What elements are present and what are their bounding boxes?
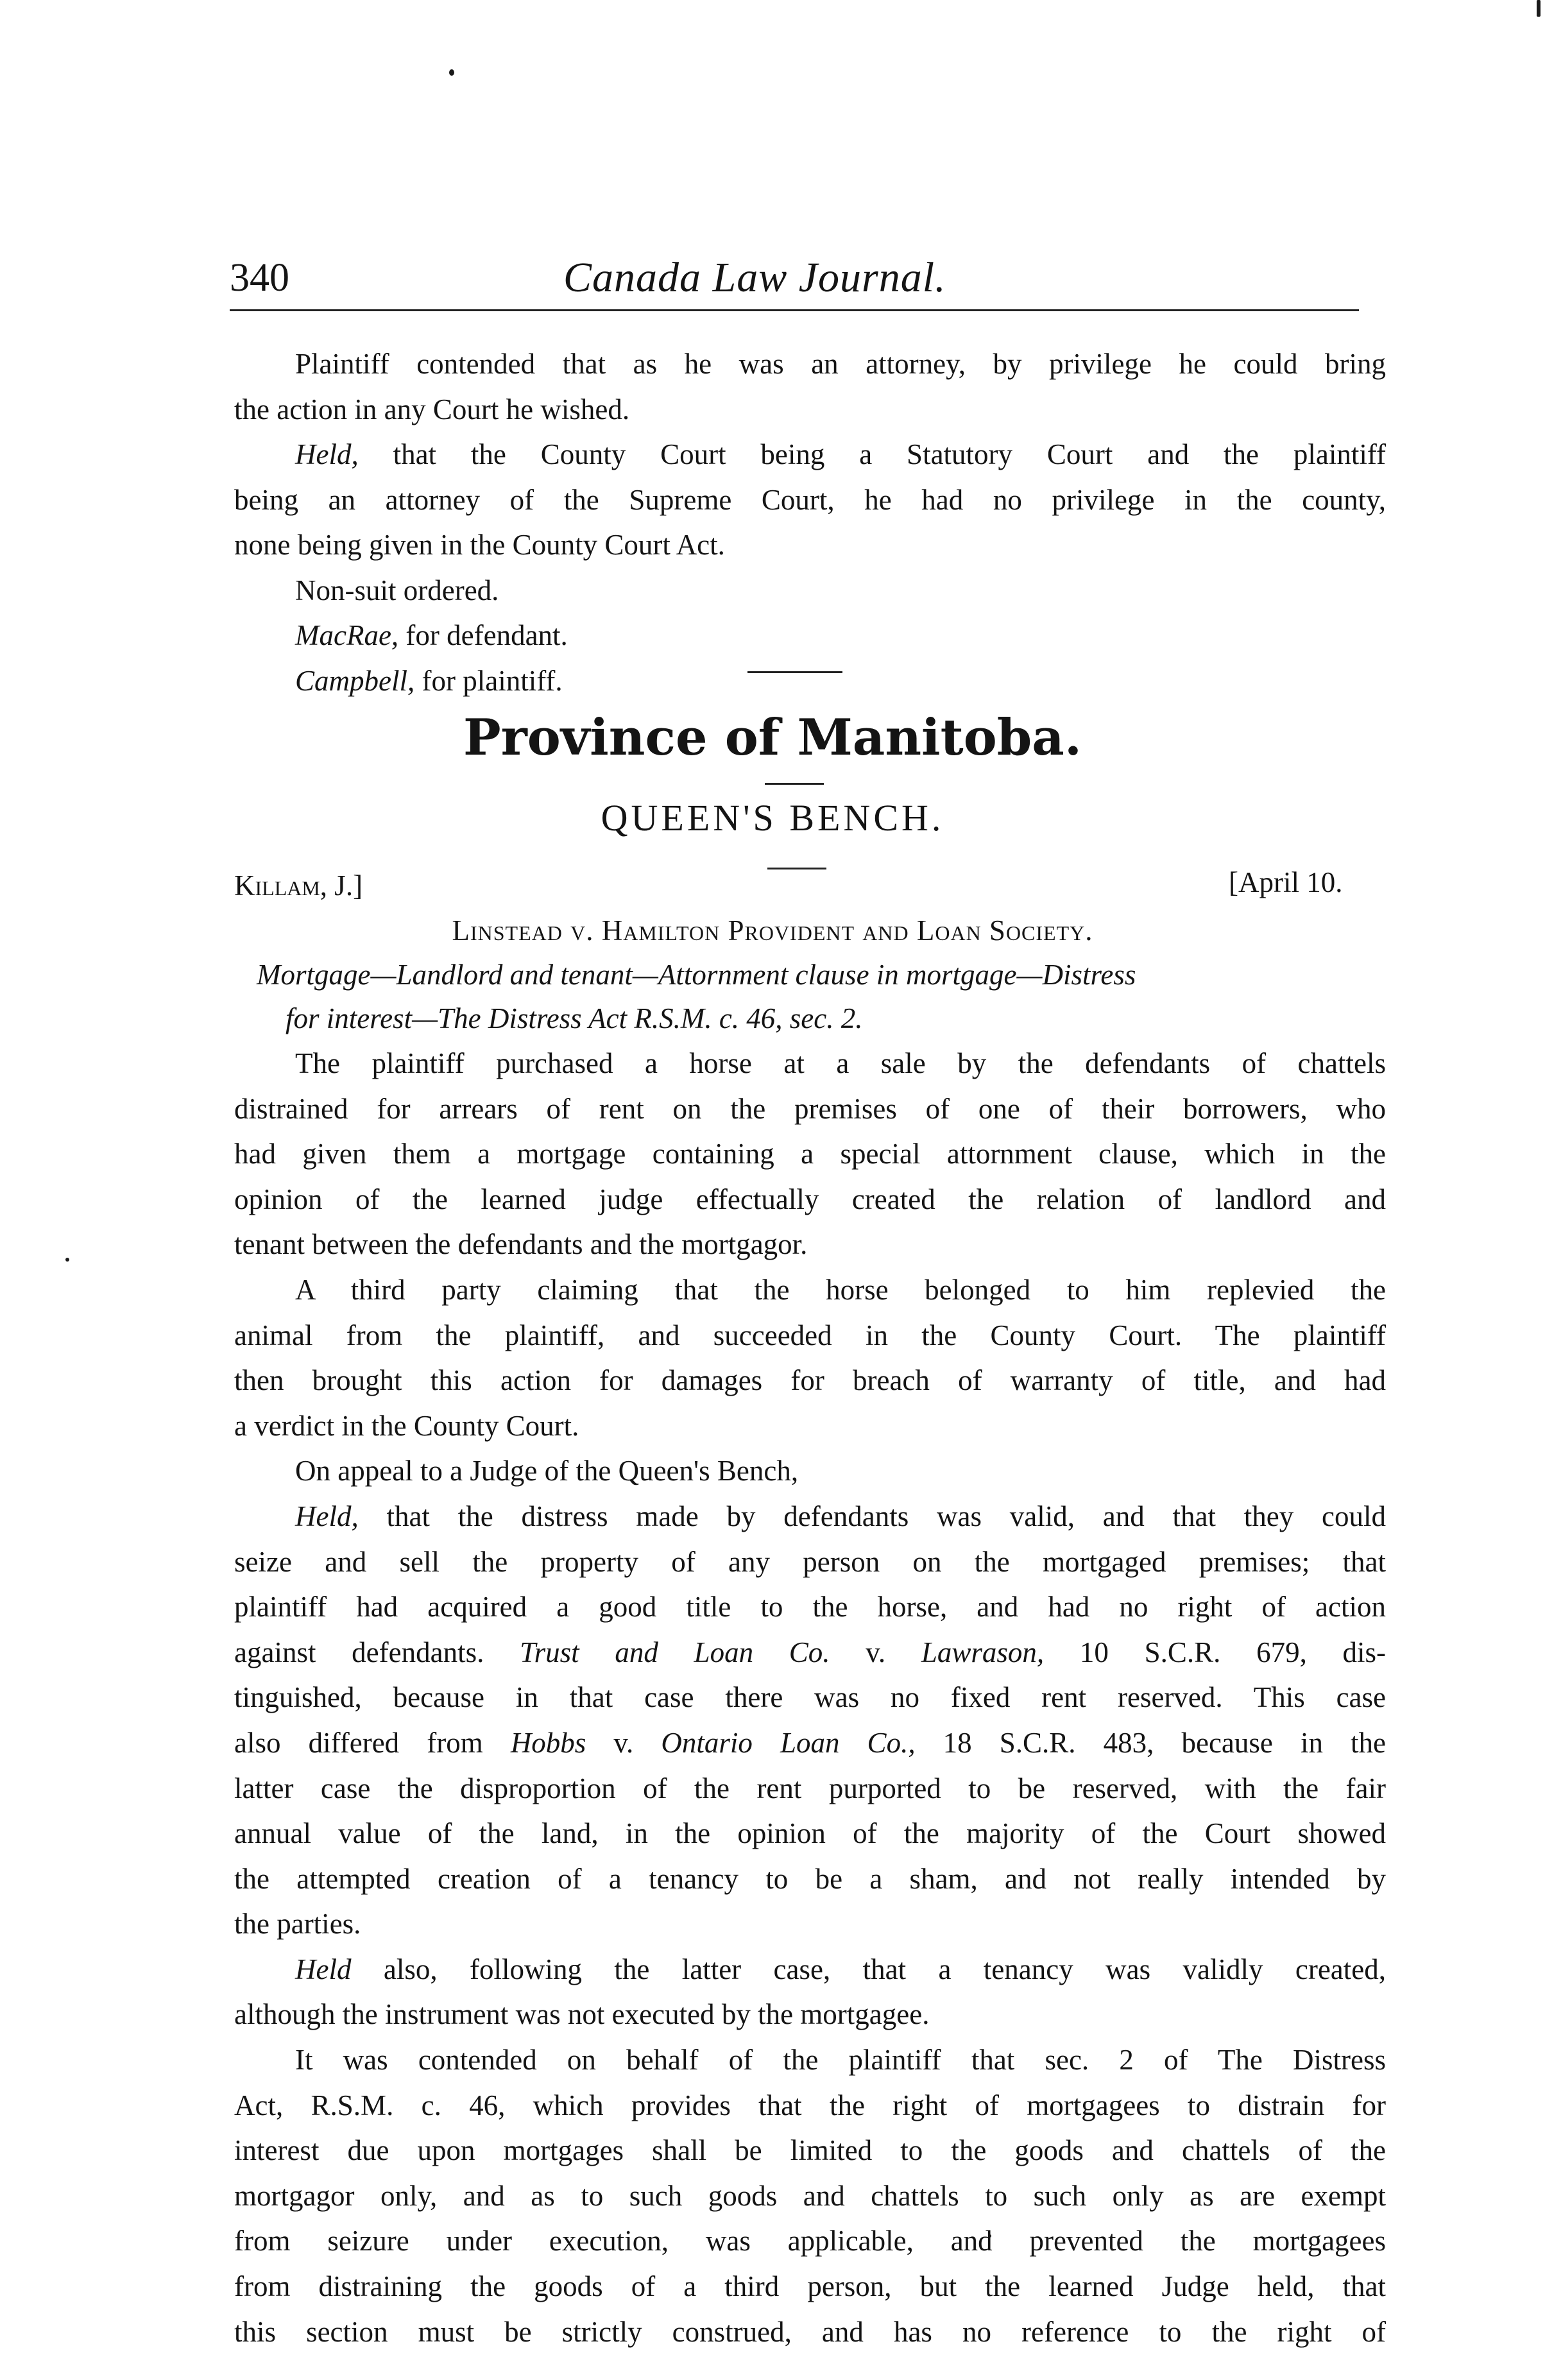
section-separator [765,783,824,785]
text-span: also, following the latter case, that a tenancy was validly created, [383,1953,1387,1985]
text-line: opinion of the learned judge effectually created the relation of landlord and [234,1183,1386,1215]
case-body [234,1041,1386,2354]
text-line: animal from the plaintiff, and succeeded in the County Court. The plaintiff [234,1319,1386,1351]
headnote-line: for interest—The Distress Act R.S.M. c. 46, sec. 2. [286,1002,863,1034]
text-span: against defendants. [234,1636,484,1668]
text-line: mortgagor only, and as to such goods and chattels to such only as are exempt [234,2179,1386,2212]
section-separator [767,868,826,869]
text-line: On appeal to a Judge of the Queen's Bench, [295,1455,799,1487]
text-line: had given them a mortgage containing a special attornment clause, which in the [234,1138,1386,1170]
text-line: latter case the disproportion of the rent purported to be reserved, with the fair [234,1772,1386,1804]
headnote [257,953,1363,1040]
text-line: then brought this action for damages for breach of warranty of title, and had [234,1364,1386,1397]
held-word: Held, [295,438,359,470]
case-title: Linstead v. Hamilton Provident and Loan Society. [452,914,1093,946]
text-line: a verdict in the County Court. [234,1409,579,1442]
text-span: 18 S.C.R. 483, because in the [943,1726,1387,1759]
case-name: Lawrason, [921,1636,1045,1668]
text-line: from distraining the goods of a third person, but the learned Judge held, that [234,2270,1386,2303]
citation-line [234,1720,1386,1766]
counsel-name: Campbell, [295,664,415,697]
text-line: this section must be strictly construed, and has no reference to the right of [234,2315,1386,2348]
text-line: plaintiff had acquired a good title to the horse, and had no right of action [234,1591,1386,1623]
citation-line [234,1630,1386,1675]
text-line: Act, R.S.M. c. 46, which provides that the right of mortgagees to distrain for [234,2089,1386,2121]
text-line: seize and sell the property of any person on the mortgaged premises; that [234,1545,1386,1578]
court-heading: QUEEN'S BENCH. [601,797,944,839]
journal-title: Canada Law Journal. [563,254,946,301]
text-line: tenant between the defendants and the mortgagor. [234,1228,808,1261]
text-line: distrained for arrears of rent on the premises of one of their borrowers, who [234,1092,1386,1125]
text-line: although the instrument was not executed by the mortgagee. [234,1998,930,2031]
text-line: none being given in the County Court Act. [234,529,725,561]
text-span: v. [866,1636,886,1668]
held-line [234,1494,1386,1539]
case-name: Trust and Loan Co. [520,1636,830,1668]
text-line: from seizure under execution, was applicable, and prevented the mortgagees [234,2225,1386,2257]
case-name: Ontario Loan Co., [661,1726,916,1759]
counsel-line [234,658,1386,704]
page-number: 340 [230,256,289,300]
header-rule [230,309,1359,311]
text-line: Plaintiff contended that as he was an attorney, by privilege he could bring [295,348,1386,380]
counsel-role: for defendant. [405,619,568,651]
held-line [234,1947,1386,1992]
headnote-line: Mortgage—Landlord and tenant—Attornment clause in mortgage—Distress [257,959,1136,991]
counsel-name: MacRae, [295,619,399,651]
text-line: being an attorney of the Supreme Court, he had no privilege in the county, [234,483,1386,516]
text-line: the action in any Court he wished. [234,393,630,425]
text-span: that the County Court being a Statutory Court and the plaintiff [393,438,1386,470]
text-span: v. [613,1726,634,1759]
running-header [230,249,1359,307]
scan-speck [449,69,454,76]
held-line [234,432,1386,477]
decision-date: [April 10. [1229,866,1343,898]
province-heading: Province of Manitoba. [463,708,1082,767]
nonsuit-line: Non-suit ordered. [295,574,499,606]
text-span: also differed from [234,1726,483,1759]
judge-name: Killam, J.] [234,869,363,902]
case-name: Hobbs [510,1726,586,1759]
text-line: The plaintiff purchased a horse at a sale by the defendants of chattels [295,1047,1386,1079]
previous-case-text [234,341,1386,703]
scan-speck [65,1258,69,1262]
text-line: It was contended on behalf of the plaintiff that sec. 2 of The Distress [295,2044,1386,2076]
text-line: the parties. [234,1908,361,1940]
scan-speck [1537,0,1541,17]
held-word: Held [295,1953,352,1985]
text-line: interest due upon mortgages shall be limited to the goods and chattels of the [234,2134,1386,2167]
held-word: Held, [295,1500,359,1532]
counsel-line [234,613,1386,658]
text-line: annual value of the land, in the opinion of the majority of the Court showed [234,1817,1386,1850]
section-separator [747,671,842,673]
text-span: that the distress made by defendants was valid, and that they could [386,1500,1387,1532]
text-span: 10 S.C.R. 679, dis- [1079,1636,1387,1668]
text-line: the attempted creation of a tenancy to be a sham, and not really intended by [234,1862,1386,1895]
text-line: tinguished, because in that case there was no fixed rent reserved. This case [234,1681,1386,1714]
counsel-role: for plaintiff. [422,664,563,697]
text-line: A third party claiming that the horse belonged to him replevied the [295,1273,1386,1306]
